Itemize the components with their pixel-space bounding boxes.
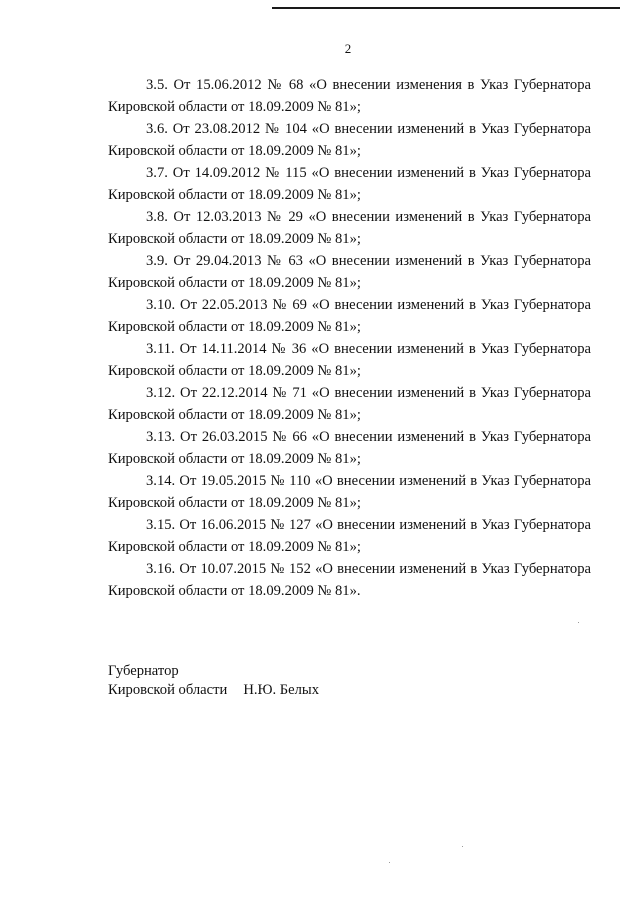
- signature-line: [108, 681, 319, 700]
- list-item-line-1: 3.16. От 10.07.2015 № 152 «О внесении изменений в Указ Губернатора: [146, 561, 591, 577]
- page-number: 2: [344, 41, 352, 56]
- scan-speck: [578, 622, 579, 623]
- list-item: [108, 426, 591, 470]
- list-item-line-2: Кировской области от 18.09.2009 № 81»;: [108, 451, 361, 467]
- list-item-line-2: Кировской области от 18.09.2009 № 81»;: [108, 539, 361, 555]
- list-item-line-1: 3.12. От 22.12.2014 № 71 «О внесении изменений в Указ Губернатора: [146, 385, 591, 401]
- list-item-line-1: 3.11. От 14.11.2014 № 36 «О внесении изменений в Указ Губернатора: [146, 341, 591, 357]
- list-item: [108, 118, 591, 162]
- list-item-line-1: 3.8. От 12.03.2013 № 29 «О внесении изменений в Указ Губернатора: [146, 209, 591, 225]
- list-item-line-2: Кировской области от 18.09.2009 № 81»;: [108, 407, 361, 423]
- list-item-line-1: 3.5. От 15.06.2012 № 68 «О внесении изменения в Указ Губернатора: [146, 77, 591, 93]
- list-item: [108, 558, 591, 602]
- list-item-line-2: Кировской области от 18.09.2009 № 81»;: [108, 363, 361, 379]
- list-item-line-2: Кировской области от 18.09.2009 № 81»;: [108, 319, 361, 335]
- list-item: [108, 74, 591, 118]
- list-item: [108, 470, 591, 514]
- list-item: [108, 250, 591, 294]
- signature-block: [108, 662, 319, 700]
- signature-position: Губернатор: [108, 663, 179, 679]
- list-item-line-2: Кировской области от 18.09.2009 № 81».: [108, 583, 361, 599]
- list-item-line-1: 3.14. От 19.05.2015 № 110 «О внесении изменений в Указ Губернатора: [146, 473, 591, 489]
- amendments-list: [108, 74, 591, 602]
- list-item: [108, 382, 591, 426]
- list-item: [108, 206, 591, 250]
- list-item-line-1: 3.13. От 26.03.2015 № 66 «О внесении изменений в Указ Губернатора: [146, 429, 591, 445]
- list-item-line-2: Кировской области от 18.09.2009 № 81»;: [108, 231, 361, 247]
- signature-name: Н.Ю. Белых: [243, 682, 320, 698]
- list-item: [108, 514, 591, 558]
- list-item-line-1: 3.10. От 22.05.2013 № 69 «О внесении изменений в Указ Губернатора: [146, 297, 591, 313]
- list-item-line-2: Кировской области от 18.09.2009 № 81»;: [108, 143, 361, 159]
- list-item-line-1: 3.6. От 23.08.2012 № 104 «О внесении изменений в Указ Губернатора: [146, 121, 591, 137]
- list-item-line-2: Кировской области от 18.09.2009 № 81»;: [108, 99, 361, 115]
- scan-speck: [389, 862, 390, 863]
- scan-speck: [462, 846, 463, 847]
- list-item: [108, 338, 591, 382]
- list-item-line-1: 3.15. От 16.06.2015 № 127 «О внесении изменений в Указ Губернатора: [146, 517, 591, 533]
- list-item-line-2: Кировской области от 18.09.2009 № 81»;: [108, 275, 361, 291]
- list-item-line-1: 3.9. От 29.04.2013 № 63 «О внесении изменений в Указ Губернатора: [146, 253, 591, 269]
- top-rule: [272, 7, 620, 9]
- signature-region: Кировской области: [108, 682, 228, 698]
- list-item-line-1: 3.7. От 14.09.2012 № 115 «О внесении изменений в Указ Губернатора: [146, 165, 591, 181]
- list-item: [108, 294, 591, 338]
- list-item: [108, 162, 591, 206]
- list-item-line-2: Кировской области от 18.09.2009 № 81»;: [108, 187, 361, 203]
- list-item-line-2: Кировской области от 18.09.2009 № 81»;: [108, 495, 361, 511]
